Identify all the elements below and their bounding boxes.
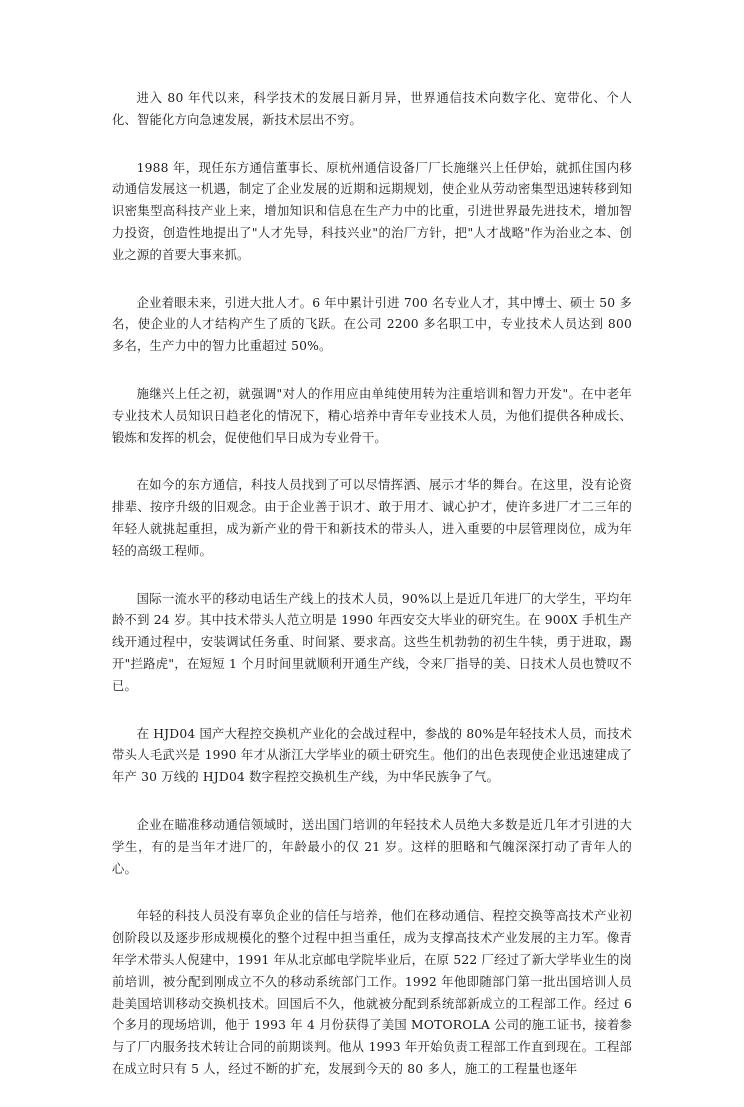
paragraph-4: 施继兴上任之初，就强调"对人的作用应由单纯使用转为注重培训和智力开发"。在中老年专业技术人员知识日趋老化的情况下，精心培养中青年专业技术人员，为他们提供各种成长、锻炼和发挥的机会，促使他们早日成为专业骨干。: [112, 386, 632, 445]
paragraph-8: 企业在瞄准移动通信领域时，送出国门培训的年轻技术人员绝大多数是近几年才引进的大学生，有的是当年才进厂的，年龄最小的仅 21 岁。这样的胆略和气魄深深打动了青年人的心。: [112, 817, 632, 876]
paragraph-2: 1988 年，现任东方通信董事长、原杭州通信设备厂厂长施继兴上任伊始，就抓住国内移动通信发展这一机遇，制定了企业发展的近期和远期规划，使企业从劳动密集型迅速转移到知识密集型高科技产业上来，增加知识和信息在生产力中的比重，引进世界最先进技术，增加智力投资，创造性地提出了"人才先导，科技兴业"的治厂方针，把"人才战略"作为治业之本、创业之源的首要大事来抓。: [112, 160, 632, 262]
paragraph-9: 年轻的科技人员没有辜负企业的信任与培养，他们在移动通信、程控交换等高技术产业初创阶段以及逐步形成规模化的整个过程中担当重任，成为支撑高技术产业发展的主力军。像青年学术带头人倪建中，1991 年从北京邮电学院毕业后，在原 522 厂经过了新大学毕业生的岗前培训，被分配到刚成立不久的移动系统部门工作。1992 年他即随部门第一批出国培训人员赴美国培训移动交换机技术。回国后不久，他就被分配到系统部新成立的工程部工作。经过 6 个多月的现场培训，他于 1993 年 4 月份获得了美国 MOTOROLA 公司的施工证书，接着参与了厂内服务技术转让合同的前期谈判。他从 1993 年开始负责工程部工作直到现在。工程部在成立时只有 5 人，经过不断的扩充，发展到今天的 80 多人，施工的工程量也逐年: [112, 909, 632, 1076]
paragraph-1: 进入 80 年代以来，科学技术的发展日新月异，世界通信技术向数字化、宽带化、个人化、智能化方向急速发展，新技术层出不穷。: [112, 91, 632, 127]
paragraph-7: 在 HJD04 国产大程控交换机产业化的会战过程中，参战的 80%是年轻技术人员，而技术带头人毛武兴是 1990 年才从浙江大学毕业的硕士研究生。他们的出色表现使企业迅速建成了年产 30 万线的 HJD04 数字程控交换机生产线，为中华民族争了气。: [112, 726, 632, 785]
paragraph-5: 在如今的东方通信，科技人员找到了可以尽情挥洒、展示才华的舞台。在这里，没有论资排辈、按序升级的旧观念。由于企业善于识才、敢于用才、诚心护才，使许多进厂才二三年的年轻人就挑起重担，成为新产业的骨干和新技术的带头人，进入重要的中层管理岗位，成为年轻的高级工程师。: [112, 478, 632, 558]
document-body: [112, 88, 632, 1107]
paragraph-3: 企业着眼未来，引进大批人才。6 年中累计引进 700 名专业人才，其中博士、硕士 50 多名，使企业的人才结构产生了质的飞跃。在公司 2200 多名职工中，专业技术人员达到 800 多名，生产力中的智力比重超过 50%。: [112, 295, 632, 354]
paragraph-6: 国际一流水平的移动电话生产线上的技术人员，90%以上是近几年进厂的大学生，平均年龄不到 24 岁。其中技术带头人范立明是 1990 年西安交大毕业的研究生。在 900X 手机生产线开通过程中，安装调试任务重、时间紧、要求高。这些生机勃勃的初生牛犊，勇于进取，踢开"拦路虎"，在短短 1 个月时间里就顺利开通生产线，令来厂指导的美、日技术人员也赞叹不已。: [112, 591, 632, 693]
